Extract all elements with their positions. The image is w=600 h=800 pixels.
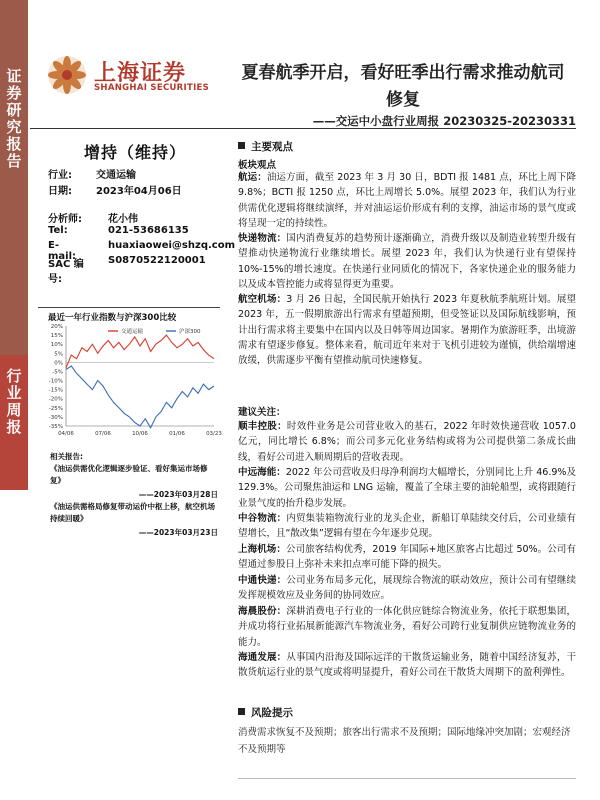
- stock-shanghai-airport: [238, 542, 576, 573]
- stock-shanghai-airport-lead: 上海机场：: [238, 544, 286, 555]
- x-tick-label: 03/23: [206, 431, 222, 437]
- risk-text: 消费需求恢复不及预期；旅客出行需求不及预期；国际地缘冲突加剧；宏观经济不及预期等: [238, 727, 571, 755]
- related-report-1-date: ——2023年03月28日: [138, 490, 218, 499]
- y-tick-label: -5%: [52, 369, 63, 376]
- x-tick-label: 01/06: [169, 431, 185, 437]
- y-tick-label: -25%: [48, 405, 63, 412]
- meta-analyst-key: 分析师:: [48, 214, 82, 225]
- section-risk-label: 风险提示: [251, 707, 293, 719]
- report-subtitle: ——交运中小盘行业周报 20230325-20230331: [312, 114, 576, 128]
- section-square-icon: [238, 142, 245, 149]
- report-title: 夏春航季开启，看好旺季出行需求推动航司修复: [241, 63, 565, 110]
- meta-date-value: 2023年04月06日: [96, 186, 182, 197]
- meta-sac-value: S0870522120001: [108, 255, 206, 266]
- stock-cosco-energy-body: 2022 年公司营收及归母净利润均大幅增长，分别同比上升 46.9%及 129.3%。公司聚焦油运和 LNG 运输，覆盖了全球主要的油轮船型，或将跟随行业景气度的抬升稳步发展。: [238, 467, 576, 509]
- index-comparison-chart: [38, 322, 220, 442]
- paragraph-shipping-body: 油运方面，截至 2023 年 3 月 30 日，BDTI 报 1481 点，环比上周下降 9.8%；BCTI 报 1250 点，环比上周增长 5.0%。展望 2023 年，我们认为行业供需优化逻辑将继续演绎，并对油运运价形成有利的支撑，油运市场的景气度或将呈现一定的持续性。: [238, 172, 576, 229]
- y-tick-label: -10%: [48, 378, 63, 385]
- stock-zhonggu-body: 内贸集装箱物流行业的龙头企业，新船订单陆续交付后，公司业绩有望增长，且“散改集”逻辑有望在今年逐步兑现。: [238, 513, 576, 540]
- recommendation-title: 建议关注：: [238, 407, 286, 418]
- meta-analyst-value: 花小伟: [108, 214, 138, 225]
- footer-divider: [238, 778, 576, 779]
- section-main-points-label: 主要观点: [251, 141, 293, 153]
- y-tick-label: 20%: [50, 324, 63, 330]
- meta-analyst: [48, 210, 138, 225]
- stock-sf-holding: [238, 419, 576, 465]
- logo-name-en: SHANGHAI SECURITIES: [94, 83, 210, 93]
- meta-tel-value: 021-53686135: [108, 225, 189, 236]
- meta-sac-key: SAC 编号:: [48, 259, 84, 285]
- stock-haitong-lead: 海通发展：: [238, 652, 287, 663]
- section-risk: [238, 705, 293, 720]
- related-report-1[interactable]: 《油运供需优化逻辑逐步验证、看好集运市场修复》: [50, 464, 208, 485]
- related-report-2[interactable]: 《油运供需格局修复带动运价中枢上移，航空机场持续回暖》: [50, 502, 215, 523]
- stock-sf-holding-lead: 顺丰控股：: [238, 421, 287, 432]
- meta-industry-value: 交通运输: [96, 170, 136, 181]
- stock-cosco-energy: [238, 465, 576, 511]
- meta-email-key: E-mail:: [48, 240, 77, 262]
- y-tick-label: -30%: [48, 414, 63, 421]
- stock-shanghai-airport-body: 公司旅客结构优秀，2019 年国际+地区旅客占比超过 50%。公司有望通过参股日上弥补未来扣点率可能下降的损失。: [238, 544, 576, 571]
- company-logo: [46, 54, 226, 102]
- paragraph-express: [238, 231, 576, 292]
- stock-zhonggu-lead: 中谷物流：: [238, 513, 287, 524]
- meta-date: [48, 182, 182, 197]
- stock-haitong: [238, 650, 576, 681]
- stock-haitong-body: 从事国内沿海及国际远洋的干散货运输业务，随着中国经济复苏，干散货航运行业的景气度或将明显提升，看好公司在干散货大周期下的盈利弹性。: [238, 652, 576, 679]
- meta-industry-key: 行业:: [48, 170, 72, 181]
- sidebar-label-weekly: 行业周报: [6, 367, 22, 436]
- sidebar-label-research-report: 证券研究报告: [6, 67, 22, 170]
- rating-label: 增持（维持）: [84, 143, 187, 162]
- stock-zto-body: 公司业务布局多元化，展现综合物流的联动效应，预计公司有望继续发挥规模效应及业务间的协同效应。: [238, 575, 576, 602]
- stock-sf-holding-body: 时效件业务是公司营业收入的基石，2022 年时效快递营收 1057.0 亿元，同比增长 6.8%；而公司多元化业务结构或将为公司提供第二条成长曲线，看好公司进入顺周期后的营收表现。: [238, 421, 576, 463]
- chart-title: 最近一年行业指数与沪深300比较: [48, 313, 177, 323]
- stock-haichen-lead: 海晨股份：: [238, 606, 287, 617]
- y-tick-label: 0%: [54, 360, 63, 367]
- x-tick-label: 07/06: [95, 431, 111, 437]
- y-tick-label: 5%: [54, 351, 63, 358]
- header-divider: [30, 128, 576, 129]
- related-reports-title: 相关报告:: [50, 452, 83, 461]
- y-tick-label: -35%: [48, 424, 63, 430]
- stock-haichen-body: 深耕消费电子行业的一体化供应链综合物流业务，依托于联想集团，并成功将行业拓展新能源汽车物流业务，看好公司跨行业复制供应链物流业务的能力。: [238, 606, 576, 648]
- related-report-2-date: ——2023年03月23日: [138, 528, 218, 537]
- logo-name-cn: 上海证券: [94, 61, 187, 86]
- paragraph-shipping: [238, 170, 576, 231]
- meta-email-value[interactable]: huaxiaowei@shzq.com: [108, 240, 235, 251]
- meta-sac: [48, 255, 206, 285]
- series-line-transport: [66, 335, 214, 368]
- legend-label: 交通运输: [121, 329, 144, 335]
- paragraph-aviation: [238, 292, 576, 368]
- sector-view-title: 板块观点: [238, 160, 277, 171]
- paragraph-express-body: 国内消费复苏的趋势预计逐渐确立，消费升级以及制造业转型升级有望推动快递物流行业继续增长。展望 2023 年，我们认为快递行业有望保持 10%-15%的增长速度。在快递行业同质化的情况下，各家快递企业的服务能力以及成本管控能力或将显得更为重要。: [238, 233, 576, 290]
- paragraph-shipping-lead: 航运：: [238, 172, 267, 183]
- y-tick-label: -20%: [48, 396, 63, 403]
- meta-tel-key: Tel:: [48, 225, 68, 236]
- paragraph-express-lead: 快递物流：: [238, 233, 287, 244]
- paragraph-aviation-body: 3 月 26 日起，全国民航开始执行 2023 年夏秋航季航班计划。展望 2023 年，五一假期旅游出行需求有望超预期，但受签证以及国际航线影响，预计出行需求将主要集中在国内以及日韩等周边国家。暑期作为旅游旺季，出境游需求有望逐步修复。整体来看，航司近年来对于飞机引进较为谨慎，供给端增速放缓，供需逐步平衡有望推动航司快速修复。: [238, 294, 576, 367]
- meta-industry: [48, 166, 136, 181]
- series-line-csi300: [66, 366, 214, 428]
- stock-haichen: [238, 604, 576, 650]
- x-tick-label: 10/06: [132, 431, 148, 437]
- sidebar-banner-top: [0, 0, 28, 355]
- stock-cosco-energy-lead: 中远海能：: [238, 467, 286, 478]
- stock-zto: [238, 573, 576, 604]
- meta-date-key: 日期:: [48, 186, 72, 197]
- logo-mark-icon: [46, 54, 88, 96]
- meta-tel: [48, 225, 189, 236]
- section-square-icon: [238, 708, 245, 715]
- y-tick-label: -15%: [48, 387, 63, 394]
- y-tick-label: 15%: [50, 333, 63, 340]
- stock-zhonggu: [238, 511, 576, 542]
- paragraph-aviation-lead: 航空机场：: [238, 294, 287, 305]
- section-main-points: [238, 139, 293, 154]
- y-tick-label: 10%: [50, 342, 63, 349]
- x-tick-label: 04/06: [58, 431, 74, 437]
- legend-label: 沪深300: [179, 329, 201, 335]
- stock-zto-lead: 中通快递：: [238, 575, 287, 586]
